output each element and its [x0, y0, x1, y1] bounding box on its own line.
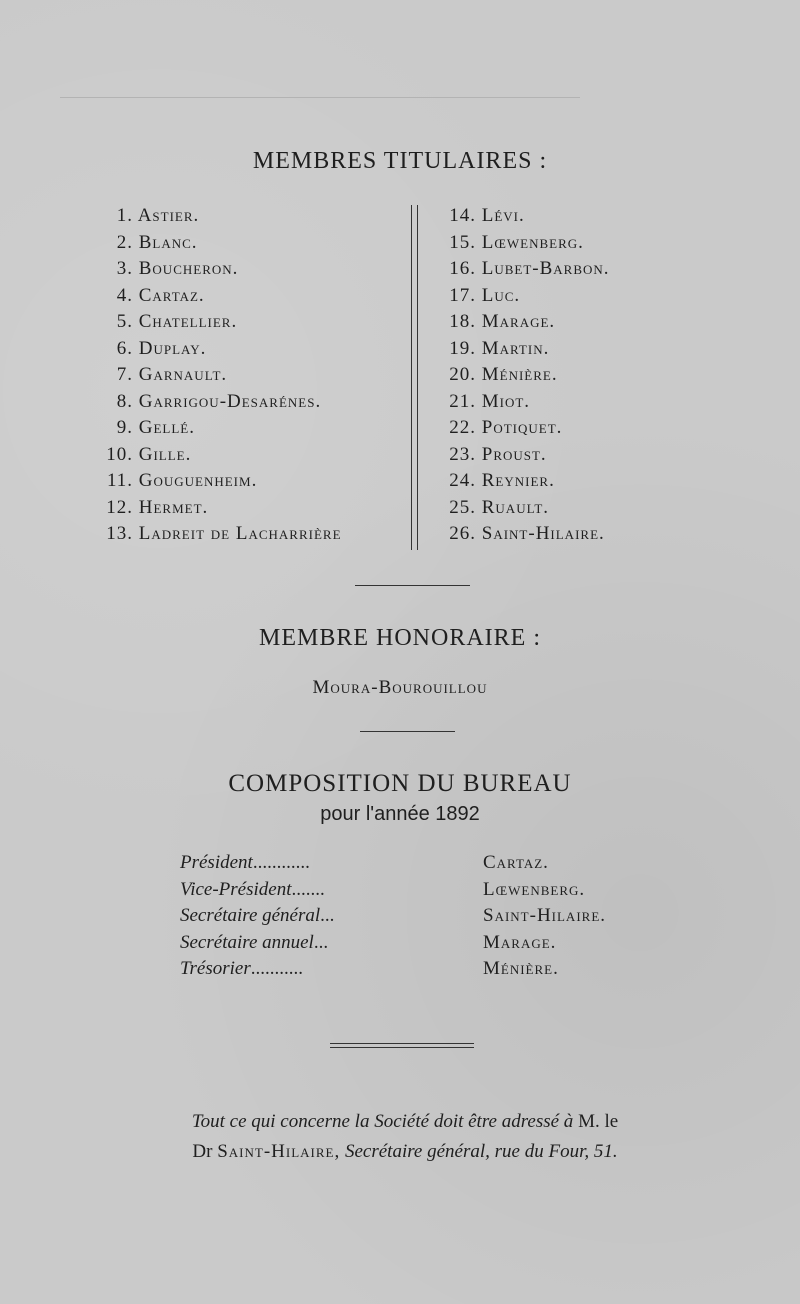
member-number: 9.	[116, 417, 133, 438]
member-entry	[100, 256, 342, 283]
bureau-member-name: Saint-Hilaire.	[483, 905, 607, 926]
member-number: 15.	[449, 231, 476, 253]
bureau-role-row	[180, 877, 334, 904]
member-number: 6.	[116, 337, 133, 359]
member-entry	[440, 415, 610, 442]
member-number: 21.	[449, 390, 476, 412]
member-entry	[440, 256, 610, 283]
member-number: 26.	[449, 523, 476, 544]
titulaires-right-column	[440, 203, 610, 548]
member-name: Potiquet.	[476, 417, 563, 438]
member-name: Garrigou-Desarénes.	[133, 390, 322, 412]
double-rule	[330, 1043, 474, 1048]
member-number: 20.	[449, 364, 476, 385]
member-entry	[440, 203, 610, 230]
member-entry	[440, 283, 610, 310]
member-name: Marage.	[476, 311, 556, 332]
member-number: 2.	[116, 231, 133, 253]
dot-leader: .......	[291, 878, 325, 900]
member-name: Lévi.	[476, 205, 525, 226]
member-number: 16.	[449, 258, 476, 279]
titulaires-heading: MEMBRES TITULAIRES :	[252, 148, 548, 174]
member-number: 23.	[449, 443, 476, 465]
member-entry	[440, 362, 610, 389]
bureau-member-name: Marage.	[483, 931, 557, 953]
member-name: Gellé.	[133, 417, 195, 438]
member-entry	[440, 521, 610, 548]
member-number: 4.	[116, 284, 133, 306]
titulaires-left-column	[100, 203, 342, 548]
dot-leader: ............	[252, 852, 310, 873]
member-name: Proust.	[476, 443, 547, 465]
dot-leader: ...	[320, 905, 335, 926]
member-entry	[100, 415, 342, 442]
member-name: Martin.	[476, 337, 550, 359]
member-entry	[440, 468, 610, 495]
member-name: Lœwenberg.	[476, 231, 584, 253]
footer-line-1: Tout ce qui concerne la Société doit être adressé à M. le	[191, 1111, 619, 1132]
bureau-role: Trésorier	[180, 958, 251, 979]
member-entry	[100, 203, 342, 230]
bureau-role-row	[180, 850, 334, 877]
member-entry	[100, 362, 342, 389]
bureau-member-name: Ménière.	[483, 958, 559, 979]
member-name: Astier.	[133, 205, 200, 226]
bureau-role: Secrétaire annuel	[180, 931, 314, 953]
member-name: Gouguenheim.	[133, 470, 258, 491]
member-name: Hermet.	[133, 496, 209, 518]
member-number: 11.	[106, 470, 133, 491]
honoraire-heading: MEMBRE HONORAIRE :	[258, 625, 541, 651]
bureau-member-name: Cartaz.	[483, 852, 549, 873]
member-name: Lubet-Barbon.	[476, 258, 610, 279]
member-number: 18.	[449, 311, 476, 332]
member-name: Blanc.	[133, 231, 198, 253]
member-name: Saint-Hilaire.	[476, 523, 605, 544]
member-number: 8.	[116, 390, 133, 412]
member-entry	[440, 336, 610, 363]
member-number: 14.	[449, 205, 476, 226]
member-entry	[100, 495, 342, 522]
member-number: 7.	[116, 364, 133, 385]
member-name: Cartaz.	[133, 284, 205, 306]
separator-rule	[355, 585, 470, 586]
member-entry	[440, 495, 610, 522]
bureau-role-row	[180, 956, 334, 983]
member-number: 12.	[106, 496, 133, 518]
footer-note	[80, 1107, 730, 1167]
member-entry	[440, 230, 610, 257]
member-entry	[100, 521, 342, 548]
separator-rule	[360, 731, 455, 732]
member-entry	[440, 442, 610, 469]
bureau-roles	[180, 850, 334, 983]
member-entry	[100, 442, 342, 469]
member-number: 25.	[449, 496, 476, 518]
member-number: 3.	[116, 258, 133, 279]
column-divider	[411, 205, 418, 550]
member-name: Ladreit de Lacharrière	[133, 523, 342, 544]
member-name: Chatellier.	[133, 311, 238, 332]
member-entry	[100, 468, 342, 495]
member-number: 22.	[449, 417, 476, 438]
dot-leader: ...........	[250, 958, 303, 979]
member-entry	[100, 283, 342, 310]
member-name: Luc.	[476, 284, 521, 306]
dot-leader: ...	[313, 931, 329, 953]
member-name: Miot.	[476, 390, 531, 412]
member-entry	[100, 336, 342, 363]
member-entry	[440, 389, 610, 416]
member-entry	[440, 309, 610, 336]
member-number: 1.	[116, 205, 133, 226]
member-number: 10.	[106, 443, 133, 465]
member-number: 24.	[449, 470, 476, 491]
bureau-role-row	[180, 903, 334, 930]
member-number: 5.	[116, 311, 133, 332]
member-entry	[100, 309, 342, 336]
bureau-role-row	[180, 930, 334, 957]
member-entry	[100, 389, 342, 416]
member-number: 17.	[449, 284, 476, 306]
member-number: 19.	[449, 337, 476, 359]
member-entry	[100, 230, 342, 257]
bureau-subheading: pour l'année 1892	[320, 803, 480, 825]
honoraire-name: Moura-Bourouillou	[312, 677, 488, 698]
member-name: Reynier.	[476, 470, 555, 491]
bureau-role: Secrétaire général	[180, 905, 321, 926]
bureau-role: Président	[180, 852, 253, 873]
bureau-names	[483, 850, 606, 983]
top-rule	[60, 97, 580, 98]
member-number: 13.	[106, 523, 133, 544]
footer-line-2: Dr Saint-Hilaire, Secrétaire général, rue du Four, 51.	[192, 1141, 618, 1162]
member-name: Garnault.	[133, 364, 228, 385]
member-name: Duplay.	[133, 337, 207, 359]
bureau-heading: COMPOSITION DU BUREAU	[228, 770, 572, 797]
member-name: Ménière.	[476, 364, 558, 385]
member-name: Gille.	[133, 443, 192, 465]
bureau-member-name: Lœwenberg.	[483, 878, 586, 900]
bureau-role: Vice-Président	[180, 878, 292, 900]
member-name: Ruault.	[476, 496, 550, 518]
member-name: Boucheron.	[133, 258, 239, 279]
